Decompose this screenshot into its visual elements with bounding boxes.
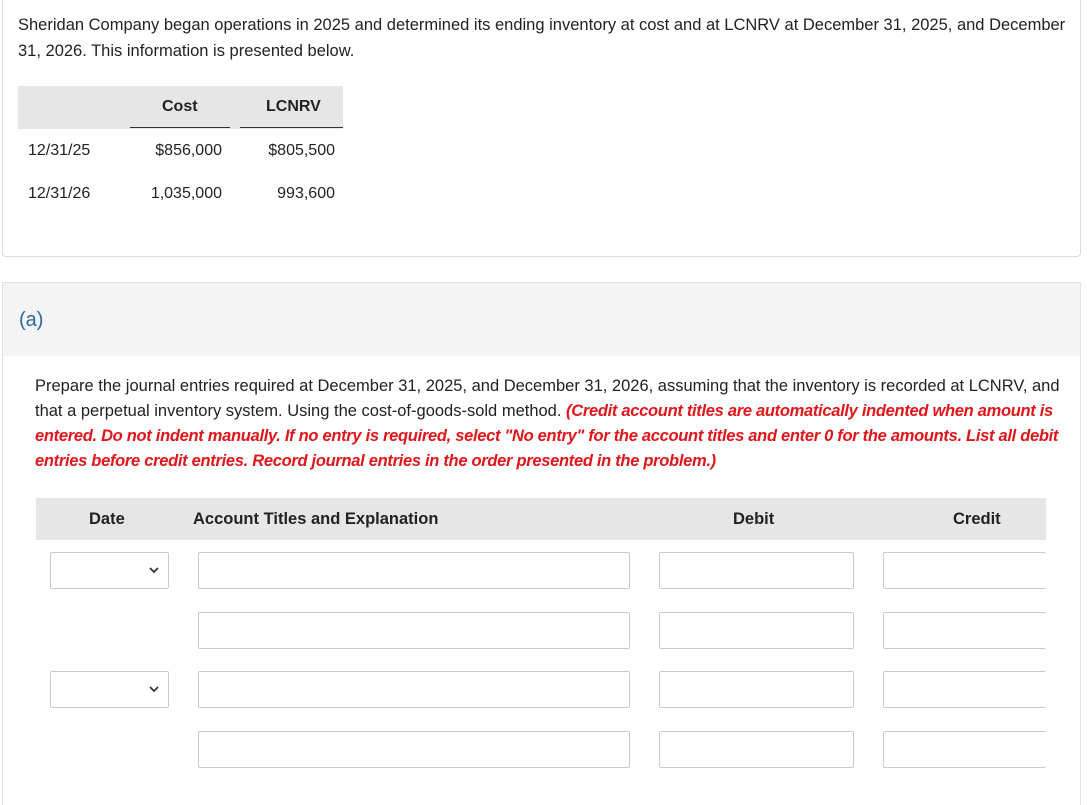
- part-a-label: (a): [19, 309, 44, 331]
- lcnrv-header: LCNRV: [266, 98, 321, 115]
- cost-header-rule: [130, 127, 230, 128]
- date-column-header: Date: [89, 510, 125, 528]
- debit-input[interactable]: [659, 552, 854, 589]
- credit-input[interactable]: [883, 612, 1046, 649]
- account-title-input[interactable]: [198, 552, 630, 589]
- inventory-lcnrv: $805,500: [268, 142, 335, 159]
- chevron-down-icon: [148, 562, 160, 578]
- inventory-date: 12/31/26: [28, 185, 91, 202]
- debit-input[interactable]: [659, 671, 854, 708]
- cost-header: Cost: [162, 98, 198, 115]
- instruction-note: (Credit account titles are automatically indented when amount is entered. Do not indent manually. If no entry is required, select "No entry" for the account titles and enter 0 for the amounts. List all debit entries before credit entries. Record journal entries in the order presented in the problem.): [35, 402, 1059, 470]
- inventory-lcnrv: 993,600: [277, 185, 335, 202]
- part-a-header: [2, 282, 1081, 357]
- part-a-instructions: [35, 374, 1065, 474]
- journal-table-header: [36, 498, 1046, 540]
- account-column-header: Account Titles and Explanation: [193, 510, 439, 528]
- account-title-input[interactable]: [198, 731, 630, 768]
- inventory-row: [18, 142, 343, 162]
- credit-input[interactable]: [883, 671, 1046, 708]
- inventory-table-header: [18, 86, 343, 129]
- date-select[interactable]: [50, 671, 169, 708]
- debit-input[interactable]: [659, 731, 854, 768]
- inventory-row: [18, 185, 343, 205]
- debit-input[interactable]: [659, 612, 854, 649]
- problem-intro: Sheridan Company began operations in 2025 and determined its ending inventory at cost and at LCNRV at December 31, 2025, and December 31, 2026. This information is presented below.: [18, 16, 1066, 60]
- inventory-date: 12/31/25: [28, 142, 91, 159]
- account-title-input[interactable]: [198, 671, 630, 708]
- lcnrv-header-rule: [240, 127, 343, 128]
- inventory-cost: $856,000: [155, 142, 222, 159]
- date-select[interactable]: [50, 552, 169, 589]
- credit-column-header: Credit: [953, 510, 1001, 528]
- instruction-text: Prepare the journal entries required at December 31, 2025, and December 31, 2026, assuming that the inventory is recorded at LCNRV, and that a perpetual inventory system. Using the cost-of-goods-sold method.: [35, 377, 1060, 420]
- credit-input[interactable]: [883, 731, 1046, 768]
- chevron-down-icon: [148, 681, 160, 697]
- credit-input[interactable]: [883, 552, 1046, 589]
- inventory-cost: 1,035,000: [150, 185, 222, 202]
- account-title-input[interactable]: [198, 612, 630, 649]
- debit-column-header: Debit: [733, 510, 775, 528]
